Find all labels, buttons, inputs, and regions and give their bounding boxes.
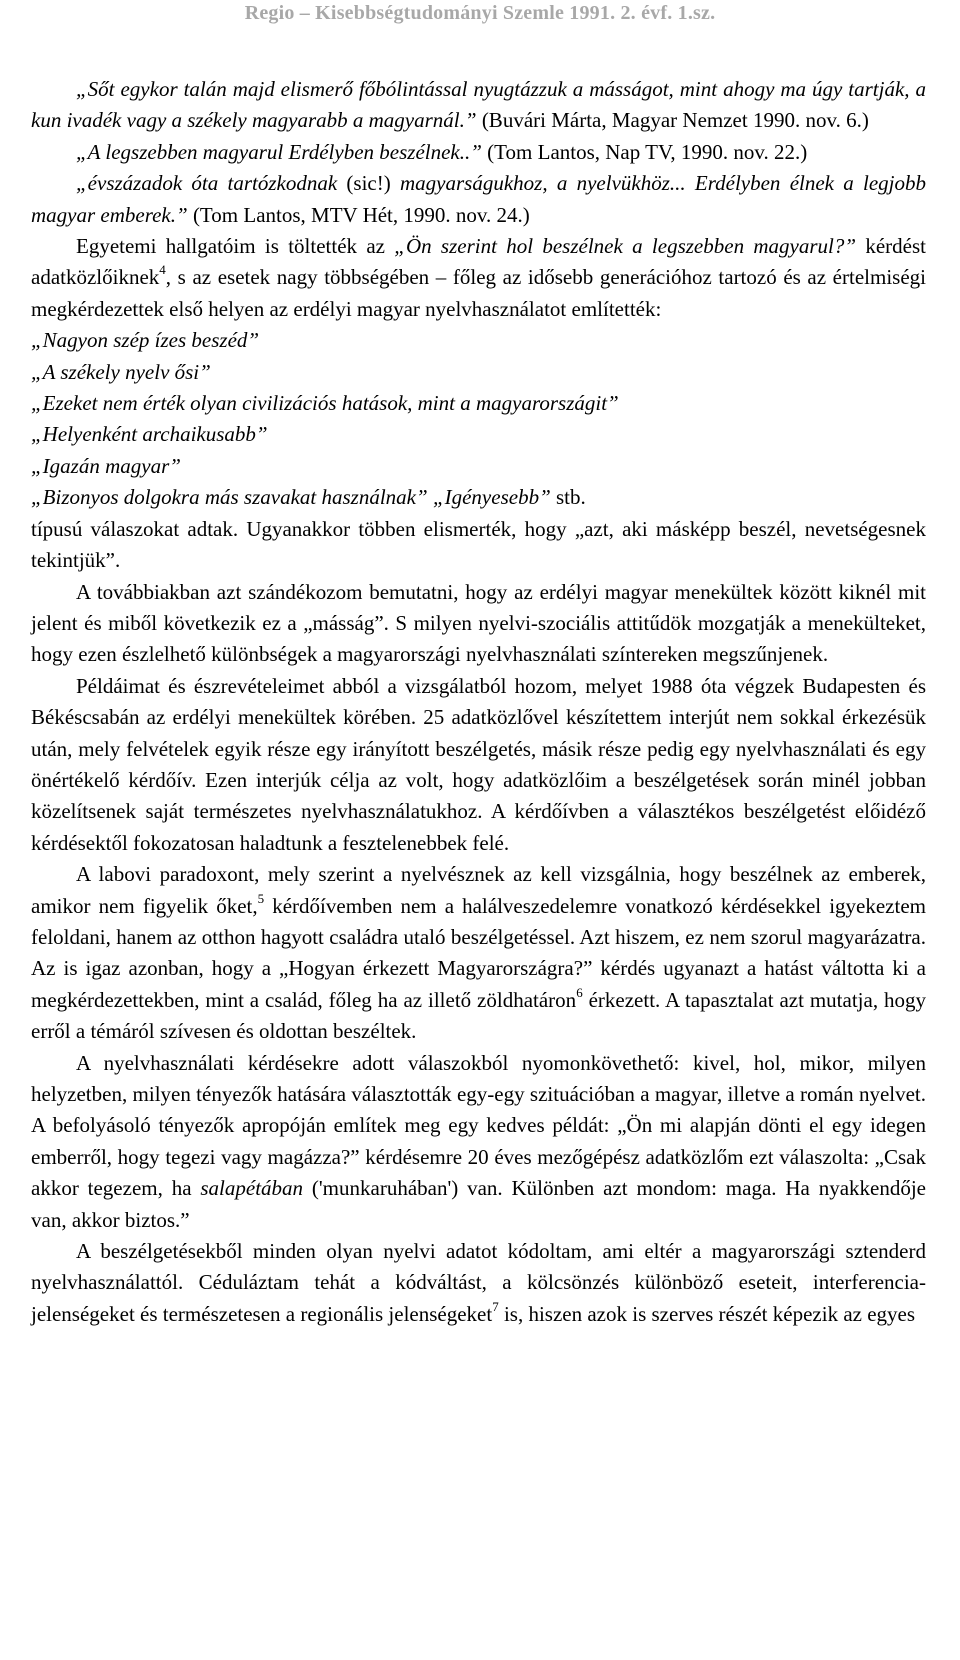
paragraph-labov bbox=[31, 859, 926, 1047]
answer-item bbox=[31, 482, 926, 513]
paragraph-method: Példáimat és észrevételeimet abból a vizsgálatból hozom, melyet 1988 óta végzek Budapesten és Békéscsabán az erdélyi menekültek körében. 25 adatközlővel készítettem interjút nem sokkal érkezésük után, mely felvételek egyik része egy irányított beszélgetés, másik része pedig egy nyelvhasználati és egy önértékelő kérdőív. Ezen interjúk célja az volt, hogy adatközlőim a beszélgetések során minél jobban közelítsenek saját természetes nyelvhasználatukhoz. A kérdőívben a választékos beszélgetést előidéző kérdésektől fokozatosan haladtunk a fesztelenebbek felé. bbox=[31, 673, 926, 855]
answer-text: „Ezeket nem érték olyan civilizációs hatások, mint a magyarországit” bbox=[31, 391, 619, 416]
paragraph-text: érkezett. A tapasztalat azt mutatja, hogy erről a témáról szívesen és oldottan beszéltek. bbox=[31, 987, 926, 1044]
document-body bbox=[31, 74, 926, 1330]
paragraph-text: A nyelvhasználati kérdésekre adott válaszokból nyomonkövethető: kivel, hol, mikor, milyen helyzetben, milyen tényezők hatására választották egy-egy szituációban a magyar, illetve a román nyelvet. A befolyásoló tényezők apropóján említek meg egy kedves példát: „Ön mi alapján dönti el egy idegen emberről, hogy tegezi vagy magázza?” kérdésemre 20 éves mezőgépész adatközlőm ezt válaszolta: „Csak akkor tegezem, ha bbox=[31, 1050, 926, 1201]
paragraph-text: ('munkaruhában') van. Különben azt mondom: maga. Ha nyakkendője van, akkor biztos.” bbox=[31, 1176, 926, 1232]
answer-text: „Igényesebb” bbox=[427, 485, 551, 510]
answer-text: „Helyenként archaikusabb” bbox=[31, 422, 268, 447]
paragraph-text: kérdést adatközlőiknek bbox=[31, 234, 926, 290]
quote-lantos-mtv bbox=[31, 168, 926, 231]
quote-text: magyarságukhoz, a nyelvükhöz... Erdélyben élnek a legjobb magyar emberek.” bbox=[31, 171, 926, 227]
answer-item bbox=[31, 419, 926, 450]
answer-item bbox=[31, 357, 926, 388]
paragraph-survey bbox=[31, 231, 926, 325]
paragraph-text: A beszélgetésekből minden olyan nyelvi adatot kódoltam, ami eltér a magyarországi sztenderd nyelvhasználattól. Céduláztam tehát a kódváltást, a kölcsönzés különböző eseteit, interferencia-jelenségeket és természetesen a regionális jelenségeket bbox=[31, 1239, 926, 1326]
paragraph-intent: A továbbiakban azt szándékozom bemutatni, hogy az erdélyi magyar menekültek között kiknél mit jelent és miből következik ez a „másság”. S milyen nyelvi-szociális attitűdök mozgatják a menekülteket, hogy ezen észlelhető különbségek a magyarországi nyelvhasználati színtereken megszűnjenek. bbox=[31, 579, 926, 667]
journal-header: Regio – Kisebbségtudományi Szemle 1991. 2. évf. 1.sz. bbox=[244, 2, 716, 24]
paragraph-text: kérdőívemben nem a halálveszedelemre vonatkozó kérdésekkel igyekeztem feloldani, hanem az otthon hagyott családra utaló beszélgetéssel. Azt hiszem, ez nem szorul magyarázatra. Az is igaz azonban, hogy a „Hogyan érkezett Magyarországra?” kérdés ugyanazt a hatást váltotta ki a megkérdezettekben, mint a család, főleg ha az illető zöldhatáron bbox=[31, 893, 926, 1012]
quote-lantos-nap-tv bbox=[31, 137, 926, 168]
answer-item bbox=[31, 451, 926, 482]
quote-sic: (sic!) bbox=[337, 171, 401, 196]
answer-text: „Nagyon szép ízes beszéd” bbox=[31, 328, 260, 353]
footnote-marker: 6 bbox=[576, 984, 583, 1000]
footnote-marker: 7 bbox=[492, 1298, 499, 1314]
answer-text: „A székely nyelv ősi” bbox=[31, 359, 211, 384]
quote-text: „A legszebben magyarul Erdélyben beszélnek..” bbox=[76, 139, 482, 164]
survey-question: „Ön szerint hol beszélnek a legszebben magyarul?” bbox=[394, 234, 857, 259]
footnote-marker: 5 bbox=[257, 890, 265, 906]
quote-text: „évszázadok óta tartózkodnak bbox=[76, 171, 338, 196]
paragraph-text: A labovi paradoxont, mely szerint a nyelvésznek az kell vizsgálnia, hogy beszélnek az emberek, amikor nem figyelik őket, bbox=[31, 862, 926, 918]
answer-text: „Igazán magyar” bbox=[31, 453, 181, 478]
answer-item bbox=[31, 325, 926, 356]
paragraph-coding bbox=[31, 1236, 926, 1330]
footnote-marker: 4 bbox=[159, 262, 166, 278]
quote-buvari bbox=[31, 74, 926, 137]
paragraph-responses: típusú válaszokat adtak. Ugyanakkor többen elismerték, hogy „azt, aki másképp beszél, nevetségesnek tekintjük”. bbox=[31, 516, 926, 573]
answer-suffix: stb. bbox=[550, 485, 586, 510]
quote-source: (Buvári Márta, Magyar Nemzet 1990. nov. 6.) bbox=[476, 108, 869, 133]
paragraph-text: , s az esetek nagy többségében – főleg az idősebb generációhoz tartozó és az értelmiségi megkérdezettek első helyen az erdélyi magyar nyelvhasználatot említették: bbox=[31, 265, 926, 321]
paragraph-text: is, hiszen azok is szerves részét képezik az egyes bbox=[498, 1301, 916, 1326]
paragraph-language-use bbox=[31, 1048, 926, 1236]
paragraph-text: Egyetemi hallgatóim is töltették az bbox=[76, 234, 395, 259]
answer-text: „Bizonyos dolgokra más szavakat használnak” bbox=[31, 485, 428, 510]
dialect-word: salapétában bbox=[200, 1176, 304, 1201]
quote-source: (Tom Lantos, MTV Hét, 1990. nov. 24.) bbox=[187, 202, 530, 227]
answer-item bbox=[31, 388, 926, 419]
quote-text: „Sőt egykor talán majd elismerő főbólintással nyugtázzuk a másságot, mint ahogy ma úgy tartják, a kun ivadék vagy a székely magyarabb a magyarnál.” bbox=[31, 77, 926, 133]
quote-source: (Tom Lantos, Nap TV, 1990. nov. 22.) bbox=[481, 139, 808, 164]
